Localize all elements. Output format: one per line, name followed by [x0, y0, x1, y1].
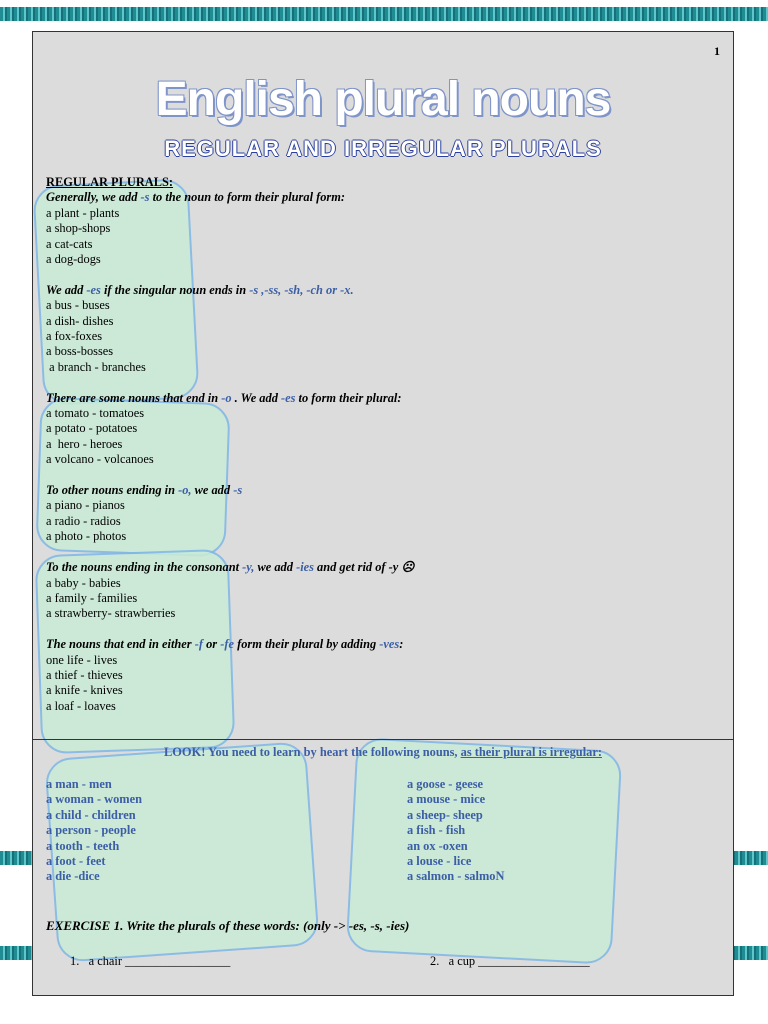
irregular-item: a goose - geese: [407, 777, 484, 791]
irregular-item: a fish - fish: [407, 823, 466, 838]
rule-text: . We add: [231, 390, 281, 405]
example-item: a photo - photos: [46, 529, 127, 544]
question-text: a cup __________________: [448, 954, 590, 968]
example-item: a shop-shops: [46, 221, 111, 236]
example-item: a plant - plants: [46, 205, 120, 220]
rule-text: to the noun to form their plural form:: [149, 190, 346, 205]
worksheet-page: [32, 31, 734, 996]
rule-text: we add: [254, 560, 297, 575]
example-item: a hero - heroes: [46, 436, 123, 451]
rule-suffix: -ves: [379, 637, 400, 652]
rule-f-ves: [46, 637, 706, 652]
rule-suffix: -o: [221, 390, 232, 405]
section-divider: [33, 739, 733, 740]
irregular-item: a child - children: [46, 807, 136, 822]
rule-text: Generally, we add: [46, 190, 141, 205]
question-text: a chair _________________: [88, 954, 231, 968]
rule-add-es: [46, 283, 706, 298]
rule-suffix: -ies: [296, 560, 314, 575]
irregular-item: a die -dice: [46, 869, 100, 884]
rule-text: if the singular noun ends in: [100, 282, 250, 297]
question-number: 2.: [430, 954, 440, 968]
irregular-item: a woman - women: [46, 792, 143, 807]
example-item: a branch - branches: [46, 359, 146, 374]
irregular-item: a sheep- sheep: [407, 807, 483, 822]
irregular-item: a salmon - salmoN: [407, 869, 505, 884]
irregular-item: a man - men: [46, 777, 112, 791]
exercise-question-2[interactable]: [430, 954, 590, 969]
rule-suffix: -y,: [242, 560, 255, 575]
example-item: a strawberry- strawberries: [46, 606, 176, 621]
rule-text: There are some nouns that end in: [46, 390, 222, 405]
rule-suffix: -f: [194, 637, 203, 652]
top-border-band: [0, 7, 768, 21]
rule-suffix: -es: [281, 390, 296, 405]
page-subtitle: REGULAR AND IRREGULAR PLURALS: [164, 136, 602, 161]
rule-text: To other nouns ending in: [46, 483, 179, 498]
example-item: a dish- dishes: [46, 313, 114, 328]
rule-o-es: [46, 391, 706, 406]
notice-text: LOOK! You need to learn by heart the following nouns,: [164, 745, 461, 759]
example-item: a tomato - tomatoes: [46, 406, 145, 421]
exercise-title-note: (only -> -es, -s, -ies): [303, 918, 410, 933]
example-item: a thief - thieves: [46, 667, 123, 682]
rule-text: The nouns that end in either: [46, 637, 195, 652]
rule-suffix: -s: [233, 483, 243, 498]
rule-y-ies: [46, 560, 706, 575]
example-item: a dog-dogs: [46, 252, 101, 267]
rule-text: To the nouns ending in the consonant: [46, 560, 243, 575]
example-item: a potato - potatoes: [46, 421, 138, 436]
exercise-question-1[interactable]: [70, 954, 230, 969]
rule-text: and get rid of -y ☹: [313, 560, 415, 575]
rule-suffix: -s: [140, 190, 150, 205]
question-number: 1.: [70, 954, 80, 968]
regular-plurals-section: [46, 175, 706, 714]
example-item: a cat-cats: [46, 236, 93, 251]
example-item: a knife - knives: [46, 683, 123, 698]
irregular-item: a person - people: [46, 823, 136, 838]
example-item: a fox-foxes: [46, 329, 103, 344]
notice-underlined-text: as their plural is irregular:: [460, 745, 602, 759]
section-heading: REGULAR PLURALS:: [46, 175, 174, 189]
page-number: 1: [714, 44, 720, 58]
rule-suffix: -es: [86, 282, 101, 297]
irregular-item: a foot - feet: [46, 854, 106, 869]
example-item: a family - families: [46, 590, 138, 605]
exercise-title: [46, 918, 409, 934]
rule-text: to form their plural:: [295, 390, 402, 405]
example-item: a loaf - loaves: [46, 698, 116, 713]
irregular-item: an ox -oxen: [407, 838, 468, 853]
irregular-item: a mouse - mice: [407, 792, 486, 807]
example-item: a volcano - volcanoes: [46, 452, 154, 467]
example-item: a bus - buses: [46, 298, 110, 313]
rule-text: We add: [46, 282, 87, 297]
example-item: a piano - pianos: [46, 498, 125, 513]
rule-add-s: [46, 190, 706, 205]
example-item: a radio - radios: [46, 513, 121, 528]
rule-o-s: [46, 483, 706, 498]
example-item: a baby - babies: [46, 575, 121, 590]
irregular-item: a tooth - teeth: [46, 838, 120, 853]
irregular-list-left: [46, 777, 142, 885]
rule-suffix: -fe: [220, 637, 234, 652]
rule-suffix: -s ,-ss, -sh, -ch or -x.: [249, 282, 354, 297]
page-title: English plural nouns: [155, 73, 611, 126]
rule-text: form their plural by adding: [233, 637, 380, 652]
rule-suffix: -o,: [178, 483, 192, 498]
rule-text: or: [203, 637, 221, 652]
irregular-item: a louse - lice: [407, 854, 472, 869]
example-item: a boss-bosses: [46, 344, 114, 359]
exercise-title-text: EXERCISE 1. Write the plurals of these words:: [46, 918, 304, 933]
example-item: one life - lives: [46, 652, 118, 667]
rule-text: :: [399, 637, 404, 652]
irregular-notice: [33, 745, 733, 760]
rule-text: we add: [191, 483, 234, 498]
irregular-list-right: [407, 777, 504, 885]
